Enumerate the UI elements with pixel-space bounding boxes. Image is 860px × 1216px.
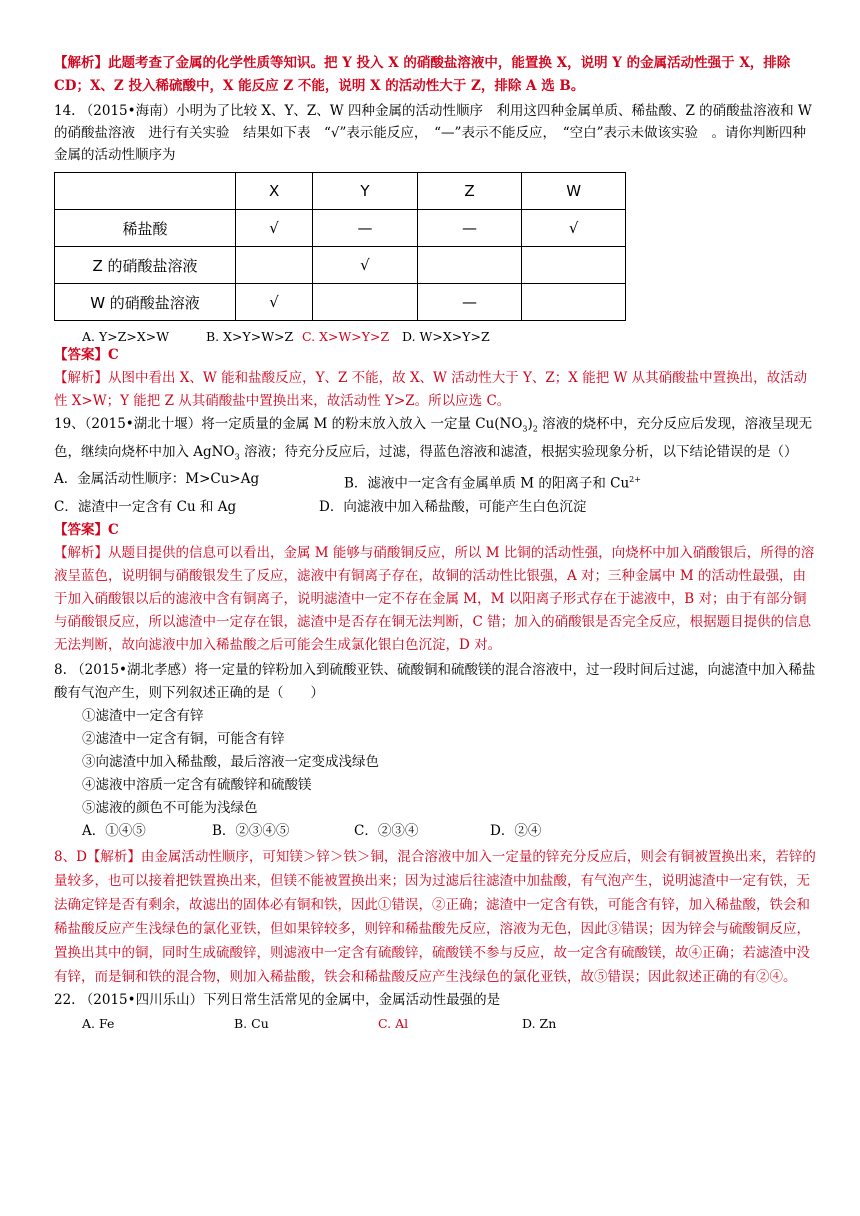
option-b bbox=[344, 468, 641, 496]
option-c: C. X>W>Y>Z bbox=[302, 329, 390, 344]
document-page bbox=[54, 52, 816, 1035]
q8-statement-4: ④滤液中溶质一定含有硫酸锌和硫酸镁 bbox=[82, 776, 312, 793]
option-b: B. X>Y>W>Z bbox=[206, 329, 294, 344]
q19-stem-part: ) bbox=[527, 416, 533, 432]
table-row bbox=[55, 284, 626, 321]
option-c: C．滤渣中一定含有 Cu 和 Ag bbox=[54, 498, 237, 515]
table-cell bbox=[522, 284, 626, 321]
option-a: A. Fe bbox=[82, 1015, 115, 1031]
option-a: A. Y>Z>X>W bbox=[82, 329, 170, 344]
option-c: C. Al bbox=[378, 1015, 409, 1031]
row-label: Z 的硝酸盐溶液 bbox=[55, 247, 236, 284]
table-cell: √ bbox=[522, 210, 626, 247]
q8-statement-3: ③向滤渣中加入稀盐酸，最后溶液一定变成浅绿色 bbox=[82, 753, 379, 770]
subscript: 3 bbox=[522, 424, 528, 434]
option-a: A．①④⑤ bbox=[82, 822, 146, 839]
option-b: B．②③④⑤ bbox=[212, 822, 290, 839]
row-label: 稀盐酸 bbox=[55, 210, 236, 247]
option-d: D. Zn bbox=[522, 1015, 557, 1031]
q14-analysis: 【解析】从图中看出 X、W 能和盐酸反应，Y、Z 不能，故 X、W 活动性大于 Y、Z；X 能把 W 从其硝酸盐中置换出，故活动性 X>W；Y 能把 Z 从其硝酸盐中置换出来，故活动性 Y>Z。所以应选 C。 bbox=[54, 370, 808, 409]
table-cell bbox=[313, 284, 418, 321]
q8-options bbox=[54, 820, 816, 843]
table-cell: √ bbox=[236, 210, 313, 247]
table-row bbox=[55, 247, 626, 284]
subscript: 3 bbox=[234, 452, 240, 462]
table-header: W bbox=[522, 173, 626, 210]
q14-stem: 14. （2015•海南）小明为了比较 X、Y、Z、W 四种金属的活动性顺序 利用这四种金属单质、稀盐酸、Z 的硝酸盐溶液和 W 的硝酸盐溶液 进行有关实验 结果如下表 “√”表示能反应， “—”表示不能反应， “空白”表示未做该实验 。请你判断四种金属的活动性顺序为 bbox=[54, 103, 812, 163]
option-a: A．金属活动性顺序：M>Cu>Ag bbox=[54, 471, 260, 488]
table-header: Y bbox=[313, 173, 418, 210]
table-header: X bbox=[236, 173, 313, 210]
table-header: Z bbox=[417, 173, 522, 210]
table-cell bbox=[236, 247, 313, 284]
q8-stem: 8. （2015•湖北孝感）将一定量的锌粉加入到硫酸亚铁、硫酸铜和硫酸镁的混合溶液中，过一段时间后过滤，向滤渣中加入稀盐酸有气泡产生，则下列叙述正确的是（ ） bbox=[54, 661, 816, 701]
q14-table bbox=[54, 172, 626, 321]
table-cell bbox=[522, 247, 626, 284]
q19-stem-part: 溶液；待充分反应后，过滤，得蓝色溶液和滤渣，根据实验现象分析，以下结论错误的是（） bbox=[239, 443, 798, 460]
table-cell bbox=[55, 173, 236, 210]
q22-stem: 22. （2015•四川乐山）下列日常生活常见的金属中，金属活动性最强的是 bbox=[54, 991, 501, 1008]
table-cell: — bbox=[417, 284, 522, 321]
q14-answer: 【答案】C bbox=[54, 347, 119, 363]
subscript: 2 bbox=[532, 424, 538, 434]
table-row bbox=[55, 210, 626, 247]
q19-answer: 【答案】C bbox=[54, 521, 119, 538]
option-d: D．②④ bbox=[490, 822, 542, 839]
option-d: D. W>X>Y>Z bbox=[402, 329, 490, 344]
q14-options bbox=[54, 329, 816, 344]
option-b: B. Cu bbox=[234, 1015, 269, 1031]
table-cell: — bbox=[417, 210, 522, 247]
option-d: D．向滤液中加入稀盐酸，可能产生白色沉淀 bbox=[319, 498, 587, 515]
table-cell bbox=[417, 247, 522, 284]
q19-analysis: 【解析】从题目提供的信息可以看出，金属 M 能够与硝酸铜反应，所以 M 比铜的活动性强，向烧杯中加入硝酸银后，所得的溶液呈蓝色，说明铜与硝酸银发生了反应，滤液中有铜离子存在，故铜的活动性比银强，A 对；三种金属中 M 的活动性最强，由于加入硝酸银以后的滤液中含有铜离子，说明滤渣中一定不存在金属 M，M 以阳离子形式存在于滤液中，B 对；由于有部分铜与硝酸银反应，所以滤渣中一定存在银，滤渣中是否存在铜无法判断，C 错；加入的硝酸银是否完全反应，根据题目提供的信息无法判断，故向滤液中加入稀盐酸之后可能会生成氯化银白色沉淀，D 对。 bbox=[54, 544, 815, 653]
table-cell: √ bbox=[313, 247, 418, 284]
superscript: 2+ bbox=[629, 475, 641, 485]
q19-stem-part: 溶液的烧杯中，充分反应后发现，溶液呈现无色，继续向烧杯中加入 AgNO bbox=[54, 416, 813, 460]
table-row bbox=[55, 173, 626, 210]
q8-analysis: 8、D【解析】由金属活动性顺序，可知镁＞锌＞铁＞铜，混合溶液中加入一定量的锌充分反应后，则会有铜被置换出来，若锌的量较多，也可以接着把铁置换出来，但镁不能被置换出来；因为过滤后往滤渣中加盐酸，有气泡产生，说明滤渣中一定有铁，无法确定锌是否有剩余，故滤出的固体必有铜和铁，因此①错误，②正确；滤渣中一定含有铁，可能含有锌，加入稀盐酸，铁会和稀盐酸反应产生浅绿色的氯化亚铁，但如果锌较多，则锌和稀盐酸先反应，溶液为无色，因此③错误；因为锌会与硫酸铜反应，置换出其中的铜，同时生成硫酸锌，则滤液中一定含有硫酸锌，硫酸镁不参与反应，故一定含有硫酸镁，故④正确；若滤渣中没有锌，而是铜和铁的混合物，则加入稀盐酸，铁会和稀盐酸反应产生浅绿色的氯化亚铁，故⑤错误；因此叙述正确的有②④。 bbox=[54, 848, 816, 985]
q8-statement-5: ⑤滤液的颜色不可能为浅绿色 bbox=[82, 799, 258, 816]
table-cell: √ bbox=[236, 284, 313, 321]
q22-options bbox=[54, 1012, 816, 1035]
option-b-text: B．滤液中一定含有金属单质 M 的阳离子和 Cu bbox=[344, 475, 630, 492]
q19-options-row1 bbox=[54, 468, 816, 496]
q19-stem-part: 19、（2015•湖北十堰）将一定质量的金属 M 的粉末放入放入 一定量 Cu(NO bbox=[54, 416, 523, 432]
q8-statement-2: ②滤渣中一定含有铜，可能含有锌 bbox=[82, 730, 285, 747]
q8-statement-1: ①滤渣中一定含有锌 bbox=[82, 707, 204, 724]
table-cell: — bbox=[313, 210, 418, 247]
row-label: W 的硝酸盐溶液 bbox=[55, 284, 236, 321]
q19-stem bbox=[54, 413, 816, 468]
q13-analysis: 【解析】此题考查了金属的化学性质等知识。把 Y 投入 X 的硝酸盐溶液中，能置换 X，说明 Y 的金属活动性强于 X，排除 CD；X、Z 投入稀硫酸中，X 能反应 Z 不能，说明 X 的活动性大于 Z，排除 A 选 B。 bbox=[54, 55, 791, 94]
option-c: C．②③④ bbox=[354, 822, 419, 839]
q19-options-row2 bbox=[54, 496, 816, 519]
